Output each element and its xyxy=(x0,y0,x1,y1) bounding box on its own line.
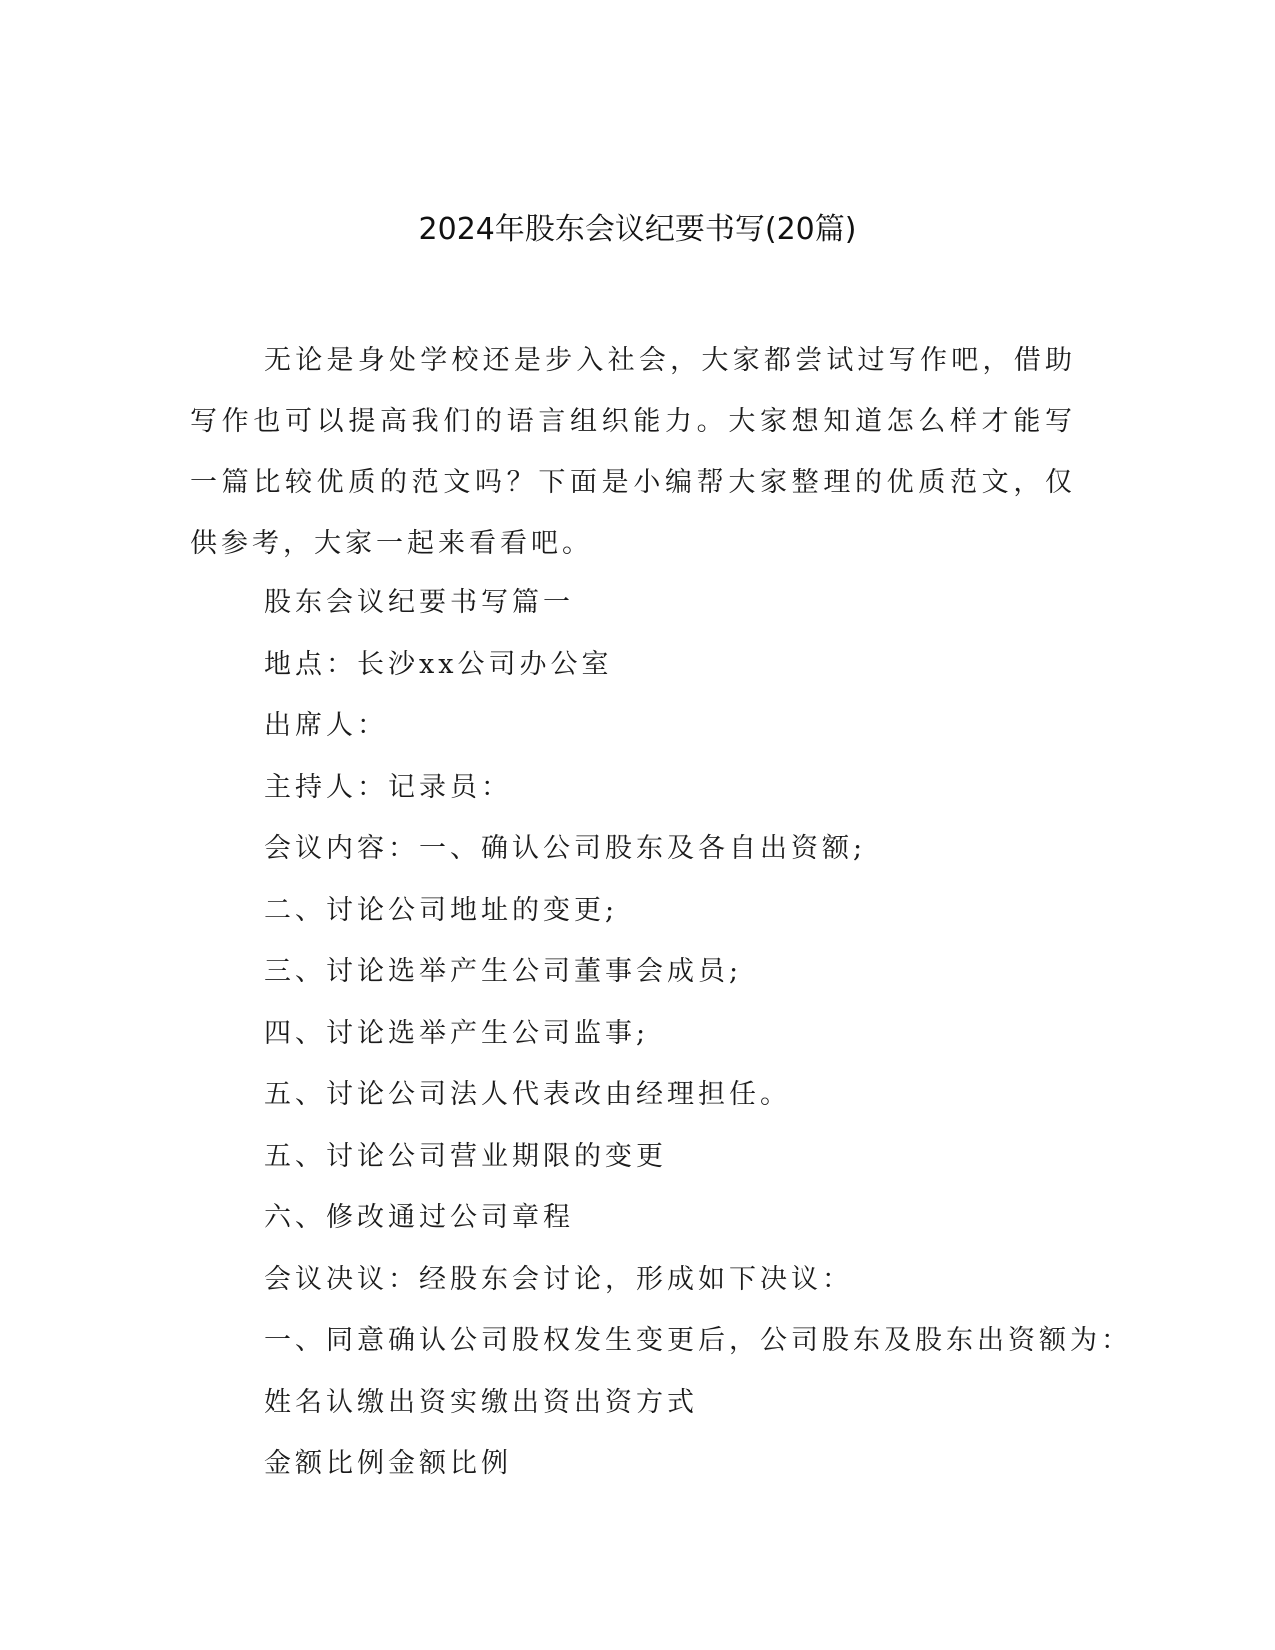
resolution-item: 一、同意确认公司股权发生变更后，公司股东及股东出资额为： xyxy=(264,1325,1132,1356)
agenda-item: 三、讨论选举产生公司董事会成员; xyxy=(264,956,743,987)
agenda-item: 四、讨论选举产生公司监事; xyxy=(264,1017,650,1049)
document-title: 2024年股东会议纪要书写(20篇) xyxy=(418,212,857,247)
resolution-heading: 会议决议：经股东会讨论，形成如下决议： xyxy=(264,1263,853,1295)
attendees-line: 出席人： xyxy=(264,710,388,741)
table-header-line: 姓名认缴出资实缴出资出资方式 xyxy=(264,1386,698,1418)
agenda-item: 六、修改通过公司章程 xyxy=(264,1202,574,1233)
agenda-item: 五、讨论公司法人代表改由经理担任。 xyxy=(264,1079,791,1110)
agenda-item: 会议内容：一、确认公司股东及各自出资额; xyxy=(264,833,867,864)
section-heading: 股东会议纪要书写篇一 xyxy=(264,587,574,618)
table-subheader-line: 金额比例金额比例 xyxy=(264,1448,512,1479)
document-body-lines xyxy=(264,572,1132,1495)
agenda-item: 五、讨论公司营业期限的变更 xyxy=(264,1140,667,1172)
intro-paragraph: 无论是身处学校还是步入社会，大家都尝试过写作吧，借助写作也可以提高我们的语言组织能力。大家想知道怎么样才能写一篇比较优质的范文吗？下面是小编帮大家整理的优质范文，仅供参考，大家一起来看看吧。 xyxy=(190,345,1076,559)
agenda-item: 二、讨论公司地址的变更; xyxy=(264,894,619,926)
host-recorder-line: 主持人：记录员： xyxy=(264,771,512,803)
meeting-location: 地点：长沙xx公司办公室 xyxy=(264,648,613,680)
